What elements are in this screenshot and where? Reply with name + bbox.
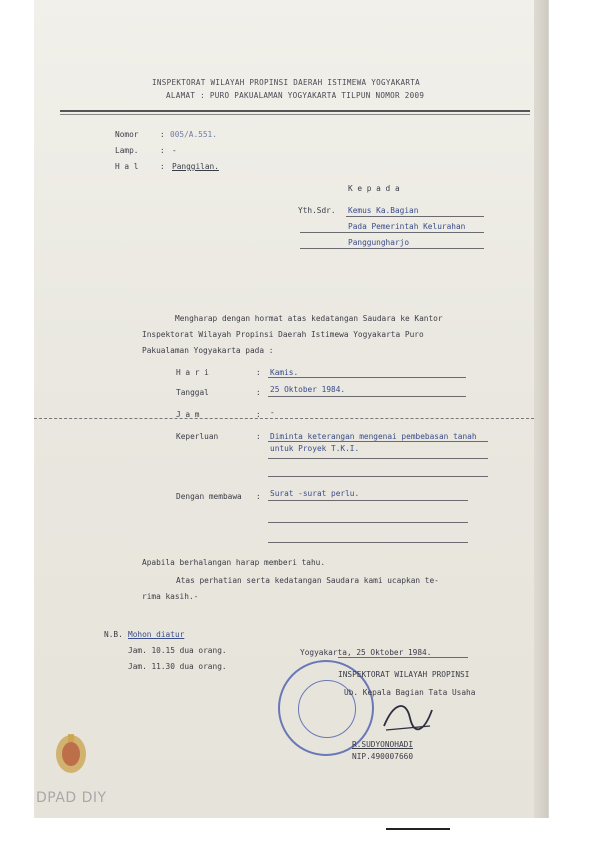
nomor-label: Nomor — [115, 130, 139, 139]
field-hari-rule — [268, 377, 466, 378]
hal-value: Panggilan. — [172, 162, 219, 171]
body-line-2: Inspektorat Wilayah Propinsi Daerah Istimewa Yogyakarta Puro — [142, 330, 424, 339]
recipient-rule-2 — [300, 232, 484, 233]
closing-line-3: rima kasih.- — [142, 592, 199, 601]
field-tanggal-value: 25 Oktober 1984. — [270, 385, 346, 394]
letterhead-rule — [60, 110, 530, 112]
nb-line-2: Jam. 11.30 dua orang. — [128, 662, 227, 671]
field-keperluan-rule-1 — [268, 441, 488, 442]
field-membawa-rule-1 — [268, 500, 468, 501]
nb-title: Mohon diatur — [128, 630, 185, 639]
field-keperluan-value: Diminta keterangan mengenai pembebasan tanah — [270, 432, 477, 441]
nb-line-1: Jam. 10.15 dua orang. — [128, 646, 227, 655]
signature-scribble — [380, 696, 436, 736]
field-membawa-label: Dengan membawa — [176, 492, 242, 501]
field-membawa-value: Surat -surat perlu. — [270, 489, 360, 498]
watermark-text: DPAD DIY — [36, 790, 107, 806]
field-keperluan-value-2: untuk Proyek T.K.I. — [270, 444, 360, 453]
letterhead-line-2: ALAMAT : PURO PAKUALAMAN YOGYAKARTA TILPUN NOMOR 2009 — [166, 91, 425, 100]
body-line-1: Mengharap dengan hormat atas kedatangan Saudara ke Kantor — [175, 314, 443, 323]
letterhead-rule-thin — [60, 114, 530, 115]
field-tanggal-rule — [268, 396, 466, 397]
page-indicator-bar — [386, 828, 450, 830]
place-date-rule — [338, 657, 468, 658]
recipient-prefix: Yth.Sdr. — [298, 206, 336, 215]
recipient-rule-3 — [300, 248, 484, 249]
hal-label: H a l — [115, 162, 139, 171]
closing-line-2: Atas perhatian serta kedatangan Saudara kami ucapkan te- — [176, 576, 439, 585]
field-jam-label: J a m — [176, 410, 200, 419]
body-line-3: Pakualaman Yogyakarta pada : — [142, 346, 274, 355]
nomor-value: 005/A.551. — [170, 130, 217, 139]
field-membawa-rule-2 — [268, 522, 468, 523]
signature-role: Ub. Kepala Bagian Tata Usaha — [344, 688, 476, 697]
field-tanggal-label: Tanggal — [176, 388, 209, 397]
field-hari-value: Kamis. — [270, 368, 299, 377]
field-hari-label: H a r i — [176, 368, 209, 377]
place-date: Yogyakarta, 25 Oktober 1984. — [300, 648, 432, 657]
fold-line — [34, 418, 534, 419]
nb-label: N.B. — [104, 630, 123, 639]
signature-nip: NIP.490007660 — [352, 752, 414, 761]
signature-name: R.SUDYONOHADI — [352, 740, 414, 749]
closing-line-1: Apabila berhalangan harap memberi tahu. — [142, 558, 326, 567]
field-jam-value: - — [270, 408, 275, 417]
recipient-line-2: Pada Pemerintah Kelurahan — [348, 222, 466, 231]
recipient-rule-1 — [346, 216, 484, 217]
lamp-label: Lamp. — [115, 146, 139, 155]
letterhead-line-1: INSPEKTORAT WILAYAH PROPINSI DAERAH ISTIMEWA YOGYAKARTA — [152, 78, 420, 87]
field-membawa-rule-3 — [268, 542, 468, 543]
field-keperluan-rule-2 — [268, 458, 488, 459]
recipient-line-3: Panggungharjo — [348, 238, 410, 247]
archive-logo — [52, 730, 90, 776]
lamp-value: - — [172, 146, 177, 155]
field-keperluan-rule-3 — [268, 476, 488, 477]
field-keperluan-label: Keperluan — [176, 432, 219, 441]
signature-office: INSPEKTORAT WILAYAH PROPINSI — [338, 670, 470, 679]
kepada-label: K e p a d a — [348, 184, 400, 193]
paper-edge — [534, 0, 548, 818]
recipient-line-1: Kemus Ka.Bagian — [348, 206, 419, 215]
